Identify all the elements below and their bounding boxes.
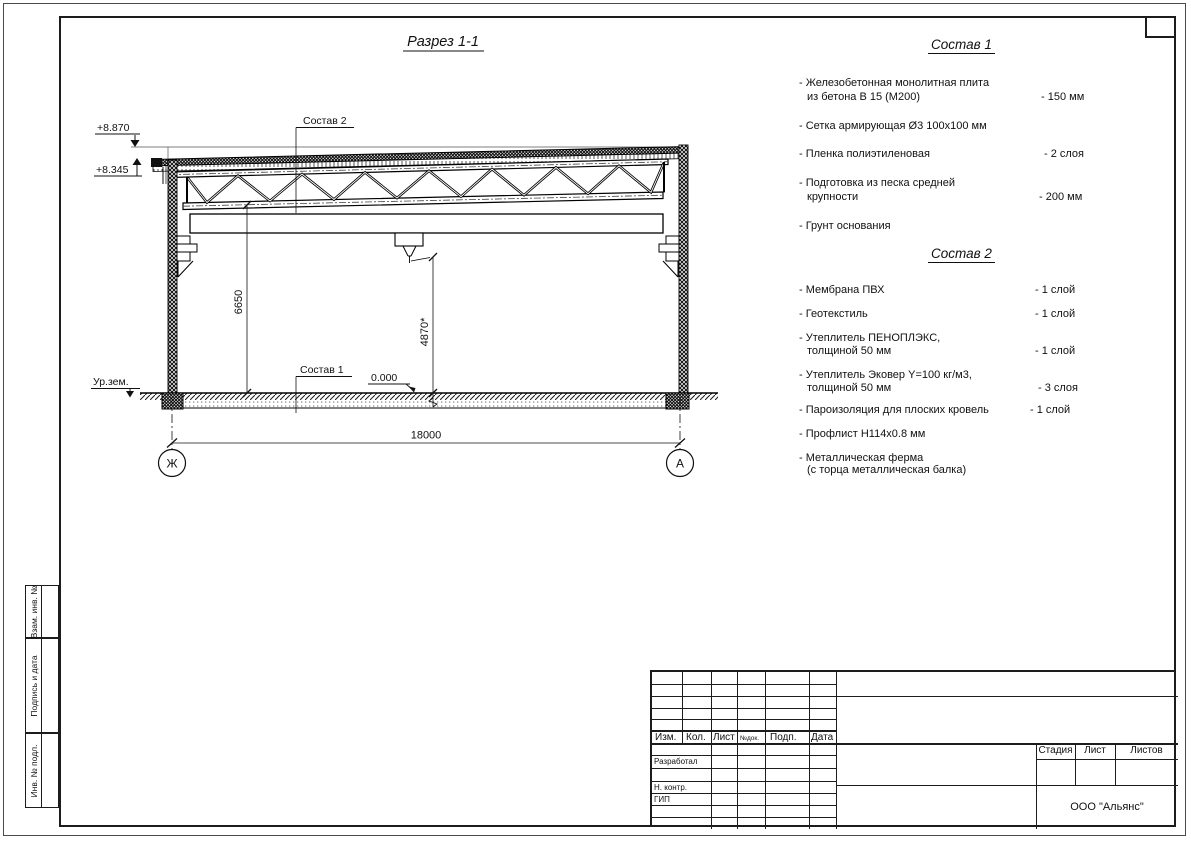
callout-roof-label: Состав 2 <box>303 115 347 127</box>
spec1-item-4-value: - 200 мм <box>1039 191 1083 203</box>
section-title-text: Разрез 1-1 <box>407 34 479 50</box>
foundation-right <box>666 393 689 409</box>
dim-6650-label: 6650 <box>233 289 245 315</box>
axis-bubble-left <box>159 450 186 477</box>
callout-floor-label: Состав 1 <box>300 364 344 376</box>
spec1-item-2-line-1: - Сетка армирующая Ø3 100х100 мм <box>799 120 987 132</box>
spec1-item-4-line-2: крупности <box>807 191 859 203</box>
spec2-item-4-line-2: толщиной 50 мм <box>807 382 892 394</box>
corbel-right <box>659 236 679 277</box>
spec2-item-3-value: - 1 слой <box>1035 345 1076 357</box>
spec2-item-7-line-2: (с торца металлическая балка) <box>807 464 967 476</box>
elevation-top-label: +8.870 <box>97 122 130 134</box>
ground-level-label: Ур.зем. <box>93 376 129 388</box>
spec1-item-3-line-1: - Пленка полиэтиленовая <box>799 148 930 160</box>
tb-row-nkontr: Н. контр. <box>654 783 688 792</box>
sidebar-divider <box>41 586 42 637</box>
axis-right-label: А <box>675 456 685 471</box>
spec1-item-4-line-1: - Подготовка из песка средней <box>799 177 955 189</box>
ceiling-fixture <box>395 233 430 263</box>
spec2-item-6-line-1: - Профлист Н114х0.8 мм <box>799 428 926 440</box>
foundation-left <box>162 393 183 409</box>
spec2-item-3-line-2: толщиной 50 мм <box>807 345 892 357</box>
zero-level-label: 0.000 <box>371 372 398 384</box>
tb-row-gip: ГИП <box>654 795 670 804</box>
spec1-item-1-line-1: - Железобетонная монолитная плита <box>799 77 990 89</box>
ground-level-mark <box>91 376 140 398</box>
sidebar-label-podpis: Подпись и дата <box>29 654 39 717</box>
axis-left-label: Ж <box>166 456 178 471</box>
sidebar-divider <box>41 734 42 807</box>
title-block <box>650 670 1176 827</box>
spec2-item-5-value: - 1 слой <box>1030 404 1071 416</box>
axis-bubble-right <box>667 450 694 477</box>
spec2-item-3-line-1: - Утеплитель ПЕНОПЛЭКС, <box>799 332 941 344</box>
spec2-item-7-line-1: - Металлическая ферма <box>799 452 924 464</box>
spec2-heading: Состав 2 <box>928 246 995 263</box>
section-title <box>403 34 484 51</box>
spec1-heading: Состав 1 <box>928 37 995 54</box>
spec1-item-1-value: - 150 мм <box>1041 91 1085 103</box>
tb-col-data: Дата <box>811 732 834 743</box>
tb-stadia: Стадия <box>1038 745 1073 756</box>
tb-col-ndok: №док. <box>740 735 760 742</box>
spec2-item-1-value: - 1 слой <box>1035 284 1076 296</box>
tb-row-razrabotal: Разработал <box>654 757 698 766</box>
spec1-item-5-line-1: - Грунт основания <box>799 220 891 232</box>
dim-span-label: 18000 <box>410 429 442 442</box>
spec2-item-2-line-1: - Геотекстиль <box>799 308 868 320</box>
dim-4870-label: 4870* <box>419 317 431 347</box>
elevation-eave-label: +8.345 <box>96 164 129 176</box>
tb-organization: ООО "Альянс" <box>1070 801 1144 813</box>
sidebar-box-inv <box>25 733 59 808</box>
section-drawing <box>0 0 780 520</box>
sidebar-box-podpis <box>25 638 59 733</box>
tb-col-izm: Изм. <box>655 732 677 743</box>
dim-4870 <box>419 253 437 407</box>
tb-listov: Листов <box>1130 745 1163 756</box>
tb-col-list: Лист <box>713 732 735 743</box>
spec2-item-2-value: - 1 слой <box>1035 308 1076 320</box>
sidebar-label-vzam: Взам. инв. № <box>29 585 39 638</box>
tb-col-podp: Подп. <box>770 732 797 743</box>
tb-list: Лист <box>1084 745 1106 756</box>
sidebar-label-inv: Инв. № подл. <box>29 744 39 797</box>
spec2-item-4-value: - 3 слоя <box>1038 382 1079 394</box>
eave-cap <box>151 158 162 167</box>
spec1-item-3-value: - 2 слоя <box>1044 148 1085 160</box>
corbel-left <box>177 236 197 277</box>
spec1-item-1-line-2: из бетона В 15 (М200) <box>807 91 920 103</box>
tb-col-kol: Кол. <box>686 732 706 743</box>
sidebar-box-vzam <box>25 585 59 638</box>
spec2-item-5-line-1: - Пароизоляция для плоских кровель <box>799 404 989 416</box>
column-right <box>679 145 688 393</box>
zero-level-mark <box>368 372 416 393</box>
sidebar-divider <box>41 639 42 732</box>
format-corner-box <box>1145 16 1176 38</box>
column-left <box>168 160 177 393</box>
elevation-mark-eave <box>94 158 142 176</box>
elevation-mark-top <box>95 122 140 147</box>
spec2-item-1-line-1: - Мембрана ПВХ <box>799 284 885 296</box>
beam <box>190 214 663 233</box>
spec2-item-4-line-1: - Утеплитель Эковер Y=100 кг/м3, <box>799 369 972 381</box>
